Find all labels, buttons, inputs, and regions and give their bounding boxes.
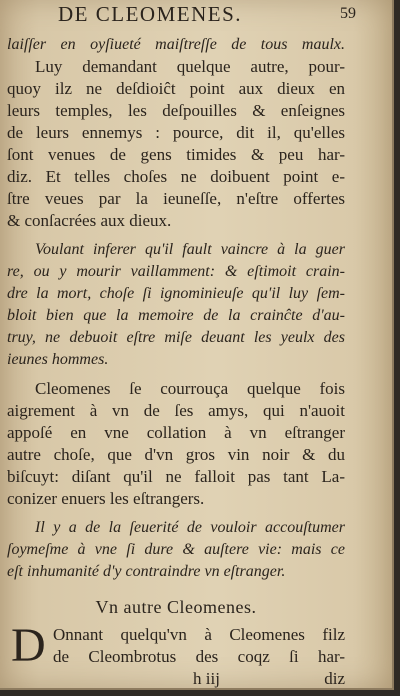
- text-line: eſt inhumanité d'y contraindre vn eſtranger.: [7, 563, 286, 580]
- text-line: autre choſe, que d'vn gros vin noir & du: [7, 445, 345, 464]
- text-lines: [7, 34, 345, 590]
- page-number: 59: [340, 5, 356, 22]
- text-line: Voulant inferer qu'il fault vaincre à la guer: [35, 241, 345, 258]
- text-line: conizer enuers les eſtrangers.: [7, 489, 205, 508]
- text-line: Luy demandant quelque autre, pour-: [35, 57, 345, 76]
- text-line: ſont venues de gens timides & peu har-: [7, 145, 345, 164]
- paragraph-with-drop-cap: [7, 619, 345, 672]
- text-line: leurs temples, les deſpouilles & enſeignes: [7, 101, 345, 120]
- section-heading: Vn autre Cleomenes.: [95, 597, 257, 617]
- drop-line: Onnant quelqu'vn à Cleomenes filz: [53, 625, 345, 644]
- paragraph-gap: [7, 510, 345, 517]
- page-footer: [7, 668, 345, 690]
- drop-cap: D: [11, 619, 46, 672]
- running-head: DE CLEOMENES.: [58, 2, 242, 26]
- text-line: re, ou y mourir vaillamment: & eſtimoit crain-: [7, 263, 345, 280]
- paragraph-gap: [7, 371, 345, 378]
- text-line: ſoymeſme à vne ſi dure & auſtere vie: mais ce: [7, 541, 345, 558]
- text-line: diz. Et telles choſes ne doibuent point e-: [7, 167, 345, 186]
- text-line: ieunes hommes.: [7, 351, 109, 368]
- text-line: quoy ilz ne deſdioiĉt point aux dieux en: [7, 79, 345, 98]
- text-line: ſtre veues par la ieuneſſe, n'eſtre offertes: [7, 189, 345, 208]
- text-line: truy, ne debuoit eſtre miſe deuant les yeulx des: [7, 329, 345, 346]
- drop-line: de Cleombrotus des coqz ſi har-: [53, 647, 345, 666]
- text-line: biſcuyt: diſant qu'il ne falloit pas tant La-: [7, 467, 345, 486]
- catchword: diz: [324, 669, 345, 688]
- signature-mark: h iij: [193, 669, 220, 688]
- text-line: Il y a de la ſeuerité de vouloir accouſtumer: [35, 519, 345, 536]
- text-line: Cleomenes ſe courrouça quelque fois: [35, 379, 345, 398]
- text-line: laiſſer en oyſiueté maiſtreſſe de tous maulx.: [7, 36, 345, 53]
- text-line: aigrement à vn de ſes amys, qui n'auoit: [7, 401, 345, 420]
- text-line: & conſacrées aux dieux.: [7, 211, 172, 230]
- paragraph-gap: [7, 583, 345, 590]
- text-line: appoſé en vne collation à vn eſtranger: [7, 423, 345, 442]
- text-line: bloit bien que la memoire de la crainĉte d'au-: [7, 307, 345, 324]
- body-text: [7, 34, 345, 690]
- text-line: dre la mort, choſe ſi ignominieuſe qu'il luy ſem-: [7, 285, 345, 302]
- text-line: de leurs ennemys : pource, dit il, qu'elles: [7, 123, 345, 142]
- page-header: [0, 2, 392, 28]
- paragraph-gap: [7, 232, 345, 239]
